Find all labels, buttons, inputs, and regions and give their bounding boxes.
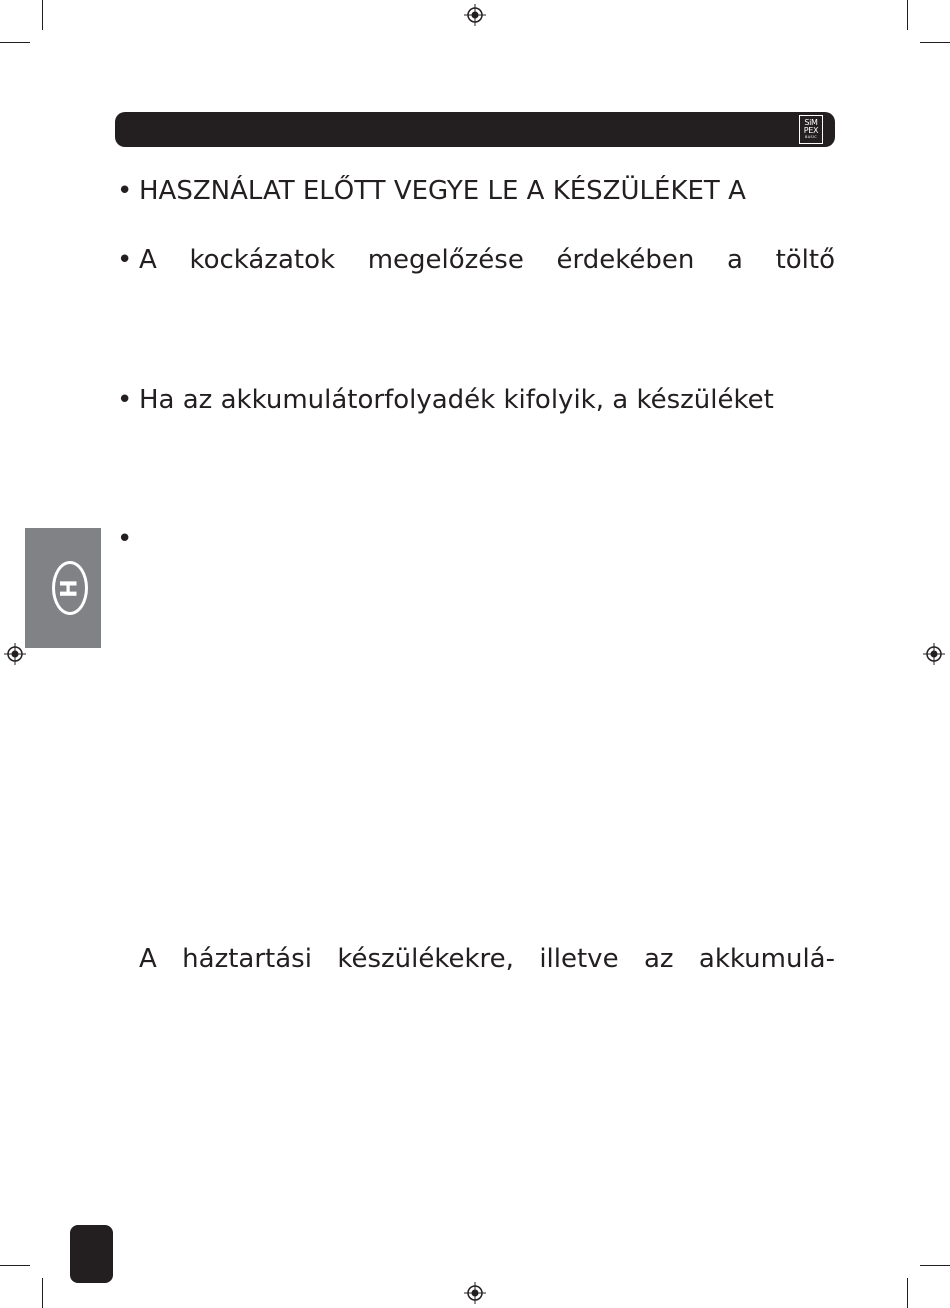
registration-mark-icon — [464, 1282, 486, 1304]
logo-line: PEX — [803, 126, 819, 136]
crop-mark — [42, 0, 43, 30]
bullet-text: Ha az akkumulátorfolyadék kifolyik, a készüléket — [139, 385, 774, 415]
language-badge — [52, 561, 88, 615]
bullet-item — [117, 176, 835, 206]
bullet-dot: • — [117, 245, 133, 275]
crop-mark — [907, 1278, 908, 1308]
language-letter: H — [57, 578, 83, 598]
crop-mark — [920, 42, 950, 43]
bullet-item — [117, 245, 835, 275]
bullet-dot: • — [117, 385, 133, 415]
logo-line: SiM — [804, 118, 818, 128]
crop-mark — [907, 0, 908, 30]
bullet-text: A kockázatok megelőzése érdekében a töltő — [139, 245, 835, 275]
registration-mark-icon — [923, 643, 945, 665]
bullet-text: HASZNÁLAT ELŐTT VEGYE LE A KÉSZÜLÉKET A — [139, 176, 746, 206]
crop-mark — [920, 1265, 950, 1266]
bullet-dot: • — [117, 176, 133, 206]
crop-mark — [42, 1278, 43, 1308]
body-paragraph: A háztartási készülékekre, illetve az akkumulá- — [139, 944, 835, 974]
crop-mark — [0, 1265, 30, 1266]
crop-mark — [0, 42, 30, 43]
header-bar — [115, 112, 835, 147]
bullet-item — [117, 524, 835, 554]
bullet-item — [117, 385, 835, 415]
registration-mark-icon — [464, 4, 486, 26]
brand-logo — [799, 115, 823, 144]
logo-line: BASIC — [805, 135, 817, 140]
page-number-box — [70, 1225, 113, 1283]
registration-mark-icon — [4, 643, 26, 665]
bullet-dot: • — [117, 524, 133, 554]
